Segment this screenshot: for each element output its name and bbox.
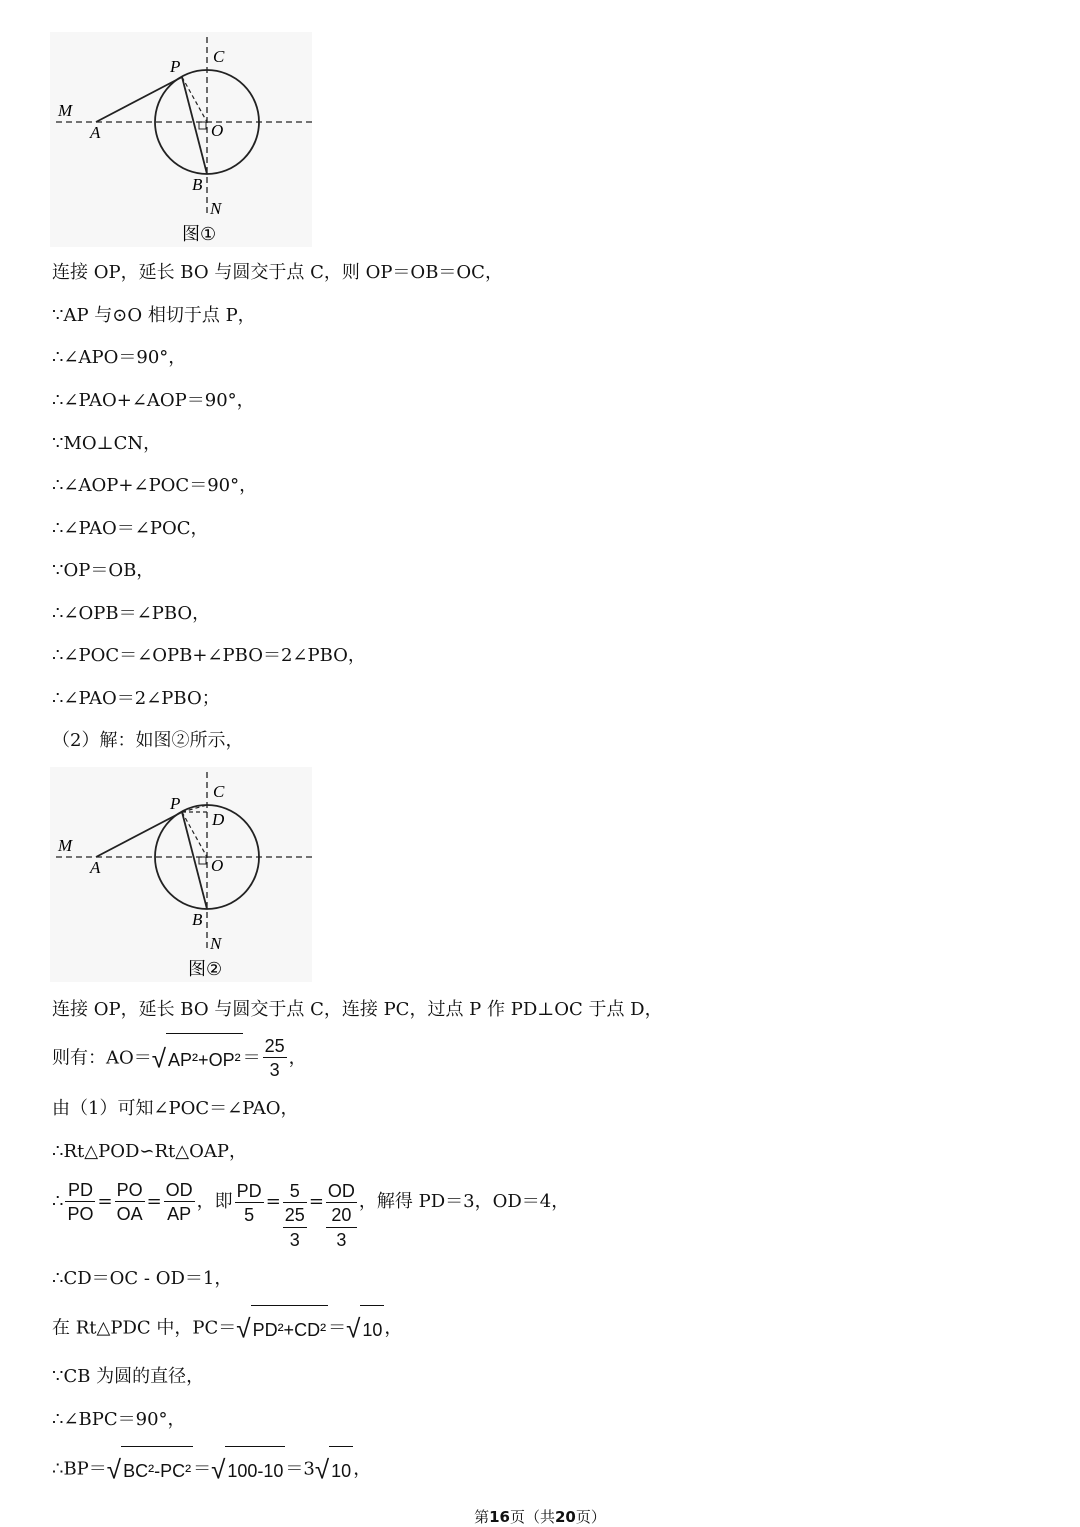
text-line: （2）解：如图②所示， — [52, 730, 244, 751]
label-a: A — [90, 858, 101, 877]
text-line: ∴∠OPB＝∠PBO， — [52, 603, 211, 624]
figure-2 — [50, 767, 320, 982]
label-n: N — [210, 934, 222, 953]
sqrt-10: √ 10 — [315, 1446, 353, 1493]
label-o: O — [211, 121, 224, 140]
sqrt-bc-pc: √ BC²-PC² — [107, 1446, 193, 1493]
sqrt-10: √ 10 — [346, 1305, 384, 1352]
fraction-od-ap — [164, 1179, 195, 1226]
formula-prefix: 则有：AO＝ — [52, 1047, 152, 1069]
footer-text: 页） — [575, 1508, 606, 1526]
sqrt-ap-op: √ AP²+OP² — [152, 1033, 243, 1084]
text-line: ∴∠AOP+∠POC＝90°， — [52, 475, 258, 496]
numerator: PD — [65, 1179, 95, 1202]
fraction-od-over-20-3 — [326, 1180, 357, 1252]
denominator-denominator: 3 — [336, 1230, 347, 1250]
numerator: 5 — [283, 1180, 307, 1203]
denominator-numerator: 25 — [283, 1203, 307, 1228]
therefore: ∴ — [52, 1191, 64, 1212]
formula-end: ，解得 PD＝3，OD＝4， — [358, 1191, 570, 1212]
denominator: PO — [67, 1203, 94, 1224]
radicand: AP²+OP² — [166, 1033, 243, 1084]
radicand: PD²+CD² — [251, 1305, 329, 1352]
text-line: 连接 OP，延长 BO 与圆交于点 C，连接 PC，过点 P 作 PD⊥OC 于点 D， — [52, 999, 663, 1020]
sqrt-100-10: √ 100-10 — [211, 1446, 285, 1493]
label-n: N — [210, 199, 222, 218]
label-o: O — [211, 856, 224, 875]
numerator: 25 — [264, 1036, 285, 1056]
comma: ， — [353, 1458, 372, 1480]
radicand: 10 — [329, 1446, 353, 1493]
denominator: 3 — [269, 1060, 280, 1080]
figure-1 — [50, 32, 320, 247]
label-m: M — [58, 836, 73, 855]
numerator: OD — [165, 1179, 193, 1200]
figure-caption: 图① — [182, 224, 217, 245]
denominator: OA — [116, 1203, 143, 1224]
equals-3: ＝3 — [285, 1458, 315, 1480]
radicand: 10 — [360, 1305, 384, 1352]
fraction-5-over-25-3 — [283, 1180, 307, 1252]
formula-prefix: 在 Rt△PDC 中，PC＝ — [52, 1317, 237, 1339]
label-c: C — [213, 47, 225, 66]
footer-text: 页（共 — [509, 1508, 555, 1526]
text-line: ∵CB 为圆的直径， — [52, 1366, 205, 1387]
text-line: 连接 OP，延长 BO 与圆交于点 C，则 OP＝OB＝OC， — [52, 262, 503, 283]
label-m: M — [58, 101, 73, 120]
label-c: C — [213, 782, 225, 801]
footer-text: 第 — [474, 1508, 490, 1526]
comma: ， — [384, 1317, 403, 1339]
denominator: AP — [167, 1203, 192, 1224]
label-p: P — [170, 794, 181, 813]
equals: ＝ — [328, 1317, 347, 1339]
formula-ao — [52, 1033, 307, 1084]
text-line: ∵AP 与⊙O 相切于点 P， — [52, 305, 256, 326]
fraction-25-3 — [263, 1035, 287, 1082]
text-line: ∴∠PAO＝2∠PBO； — [52, 688, 220, 709]
label-d: D — [212, 810, 225, 829]
text-line: ∴Rt△POD∽Rt△OAP， — [52, 1141, 247, 1162]
text-line: 由（1）可知∠POC＝∠PAO， — [52, 1098, 299, 1119]
label-a: A — [90, 123, 101, 142]
denominator-denominator: 3 — [289, 1230, 300, 1250]
equals: ＝ — [242, 1047, 261, 1069]
text-line: ∴∠POC＝∠OPB+∠PBO＝2∠PBO， — [52, 645, 366, 666]
text-line: ∴∠PAO+∠AOP＝90°， — [52, 390, 255, 411]
formula-prefix: ∴BP＝ — [52, 1458, 107, 1480]
text-line: ∴∠BPC＝90°， — [52, 1409, 186, 1430]
label-p: P — [170, 57, 181, 76]
sqrt-pd-cd: √ PD²+CD² — [236, 1305, 328, 1352]
formula-pc — [52, 1305, 402, 1352]
radicand: 100-10 — [225, 1446, 285, 1493]
total-pages: 20 — [555, 1508, 576, 1526]
radicand: BC²-PC² — [121, 1446, 193, 1493]
fraction-pd-5 — [235, 1180, 264, 1227]
page-number: 16 — [489, 1508, 510, 1526]
denominator: 5 — [244, 1205, 255, 1225]
label-b: B — [192, 910, 203, 929]
fraction-pd-po — [65, 1179, 95, 1226]
numerator: PD — [236, 1181, 262, 1201]
formula-ratios: ∴ $\frac{PD}{PO}$ = $\frac{PO}{OA}$ = $\frac{OD}{AP}$ ，即 $\frac{PD}{5}$ = 5 25 3 = OD 20 3 ，解得 PD＝3，OD＝4， — [52, 1179, 570, 1250]
formula-mid: ，即 — [196, 1191, 233, 1212]
fraction-po-oa — [115, 1179, 145, 1226]
formula-bp — [52, 1446, 371, 1493]
comma: ， — [288, 1047, 307, 1069]
text-line: ∵MO⊥CN， — [52, 433, 162, 454]
text-line: ∴∠APO＝90°， — [52, 347, 187, 368]
denominator-numerator: 20 — [326, 1203, 357, 1228]
numerator: PO — [116, 1179, 143, 1200]
figure-caption: 图② — [188, 959, 223, 980]
numerator: OD — [327, 1181, 355, 1201]
page-footer — [0, 1506, 1080, 1527]
text-line: ∵OP＝OB， — [52, 560, 155, 581]
label-b: B — [192, 175, 203, 194]
text-line: ∴CD＝OC - OD＝1， — [52, 1268, 233, 1289]
equals: ＝ — [193, 1458, 212, 1480]
text-line: ∴∠PAO＝∠POC， — [52, 518, 209, 539]
